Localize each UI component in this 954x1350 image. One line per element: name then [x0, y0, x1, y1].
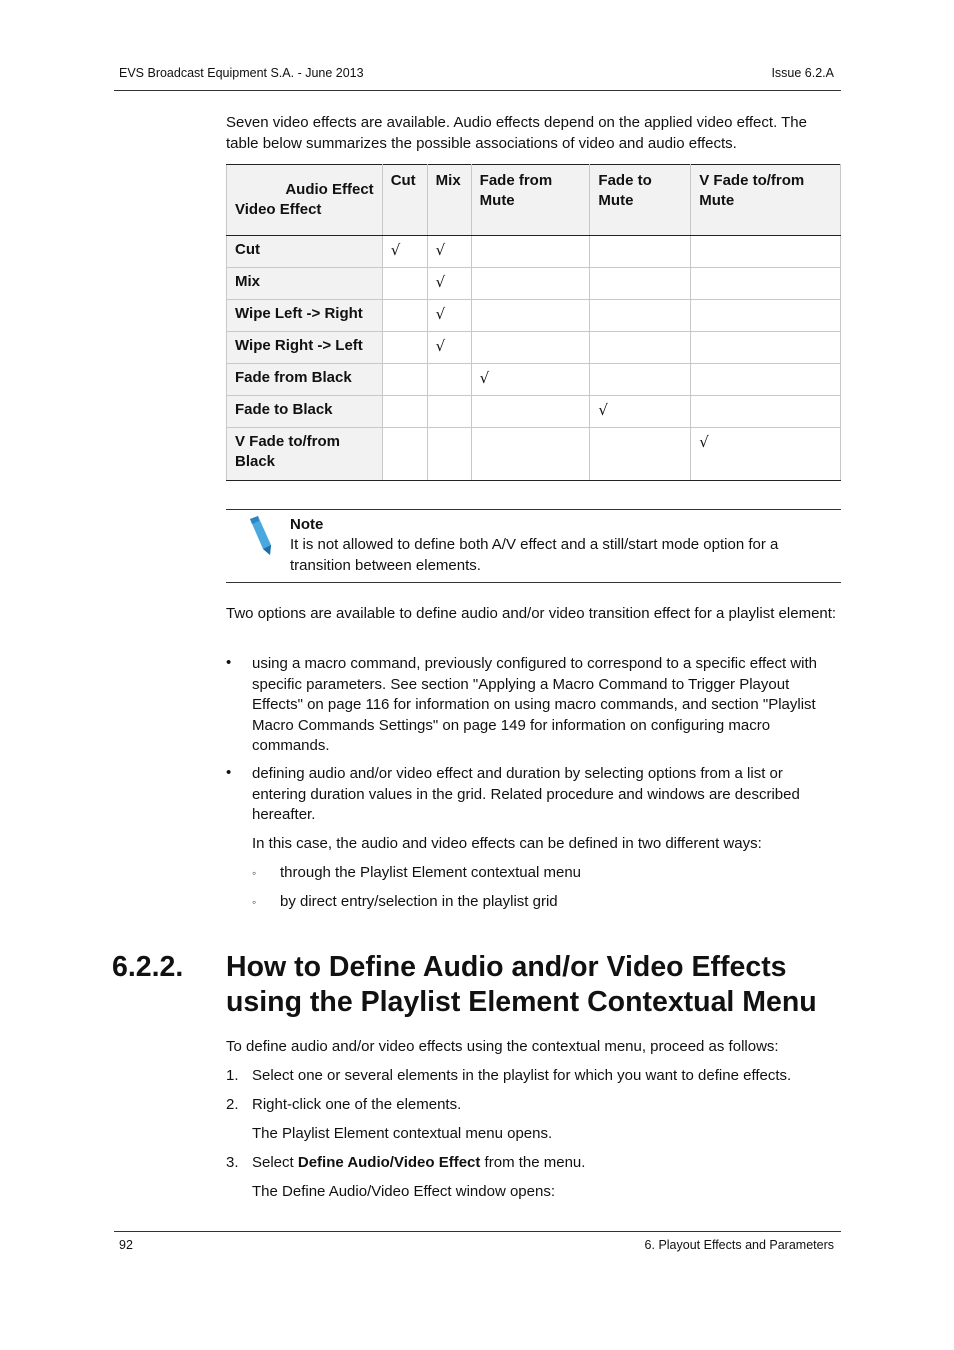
row-label: Cut	[227, 236, 383, 268]
row-label: Wipe Left -> Right	[227, 300, 383, 332]
sub-bullet-marker: ◦	[252, 866, 257, 880]
step-number: 2.	[226, 1096, 239, 1113]
step-text: Select one or several elements in the playlist for which you want to define effects.	[252, 1067, 792, 1084]
section-title-line2: using the Playlist Element Contextual Menu	[226, 986, 817, 1018]
table-row	[227, 428, 841, 481]
intro-paragraph: Seven video effects are available. Audio effects depend on the applied video effect. The table below summarizes the possible associations of video and audio effects.	[226, 114, 807, 152]
table-cell	[471, 236, 590, 268]
row-label: Wipe Right -> Left	[227, 332, 383, 364]
note-box	[226, 509, 841, 583]
col-header: Fade from Mute	[471, 165, 590, 236]
step-result: The Playlist Element contextual menu opens.	[252, 1125, 553, 1142]
table-cell: √	[691, 428, 841, 481]
section-number: 6.2.2.	[112, 951, 184, 983]
bullet-marker: •	[226, 654, 232, 671]
table-row	[227, 364, 841, 396]
step-text-post: from the menu.	[480, 1154, 586, 1171]
options-intro: Two options are available to define audio and/or video transition effect for a playlist element:	[226, 605, 837, 622]
col-header: Cut	[382, 165, 427, 236]
table-cell	[427, 428, 471, 481]
corner-header	[227, 165, 383, 236]
step-number: 1.	[226, 1067, 239, 1084]
table-cell	[382, 396, 427, 428]
section-intro: To define audio and/or video effects using the contextual menu, proceed as follows:	[226, 1038, 779, 1055]
header-rule	[114, 90, 841, 91]
col-header: Fade to Mute	[590, 165, 691, 236]
table-cell	[471, 332, 590, 364]
table-cell	[691, 236, 841, 268]
section-title	[226, 950, 866, 1020]
step-text	[252, 1154, 585, 1171]
table-cell	[590, 428, 691, 481]
pencil-icon	[244, 515, 274, 557]
table-cell	[471, 396, 590, 428]
header-left: EVS Broadcast Equipment S.A. - June 2013	[119, 66, 364, 80]
sub-bullet-item: through the Playlist Element contextual menu	[280, 864, 582, 881]
table-cell	[691, 364, 841, 396]
table-header-row	[227, 165, 841, 236]
row-label: Fade from Black	[227, 364, 383, 396]
table-cell	[590, 268, 691, 300]
table-cell	[382, 428, 427, 481]
table-cell	[691, 268, 841, 300]
table-cell	[590, 364, 691, 396]
bullet-follow-text: In this case, the audio and video effects can be defined in two different ways:	[252, 835, 762, 852]
table-row	[227, 300, 841, 332]
sub-bullet-item: by direct entry/selection in the playlist grid	[280, 893, 558, 910]
table-cell	[382, 268, 427, 300]
table-cell	[382, 300, 427, 332]
menu-command-name: Define Audio/Video Effect	[297, 1154, 481, 1171]
table-cell	[471, 268, 590, 300]
col-header: V Fade to/from Mute	[691, 165, 841, 236]
table-cell	[590, 236, 691, 268]
table-cell	[691, 300, 841, 332]
table-cell: √	[427, 332, 471, 364]
table-cell	[691, 332, 841, 364]
corner-video-label: Video Effect	[235, 201, 322, 218]
table-cell	[427, 396, 471, 428]
table-cell	[382, 364, 427, 396]
sub-bullet-marker: ◦	[252, 895, 257, 909]
step-text-pre: Select	[252, 1154, 298, 1171]
table-cell: √	[471, 364, 590, 396]
table-row	[227, 268, 841, 300]
header-right: Issue 6.2.A	[771, 66, 834, 80]
table-row	[227, 236, 841, 268]
row-label: Fade to Black	[227, 396, 383, 428]
bullet-marker: •	[226, 764, 232, 781]
table-cell	[427, 364, 471, 396]
note-title: Note	[290, 516, 324, 533]
table-row	[227, 332, 841, 364]
table-cell	[382, 332, 427, 364]
row-label: Mix	[227, 268, 383, 300]
col-header: Mix	[427, 165, 471, 236]
footer-rule	[114, 1231, 841, 1232]
step-number: 3.	[226, 1154, 239, 1171]
page-number: 92	[119, 1238, 133, 1252]
table-cell: √	[590, 396, 691, 428]
table-cell: √	[427, 268, 471, 300]
bullet-item: defining audio and/or video effect and duration by selecting options from a list or entering duration values in the grid. Related procedure and windows are described hereafter.	[252, 765, 800, 823]
effects-table	[226, 164, 841, 481]
table-cell: √	[382, 236, 427, 268]
table-row	[227, 396, 841, 428]
table-cell: √	[427, 300, 471, 332]
footer-chapter: 6. Playout Effects and Parameters	[644, 1238, 834, 1252]
table-cell: √	[427, 236, 471, 268]
row-label: V Fade to/from Black	[227, 428, 383, 481]
table-cell	[590, 332, 691, 364]
bullet-item: using a macro command, previously configured to correspond to a specific effect with specific parameters. See section "Applying a Macro Command to Trigger Playout Effects" on page 116 for information on using macro commands, and section "Playlist Macro Commands Settings" on page 149 for information on configuring macro commands.	[252, 655, 818, 754]
note-text: It is not allowed to define both A/V effect and a still/start mode option for a transition between elements.	[290, 536, 779, 574]
table-cell	[691, 396, 841, 428]
table-cell	[590, 300, 691, 332]
section-title-line1: How to Define Audio and/or Video Effects	[226, 951, 787, 983]
corner-audio-label: Audio Effect	[285, 181, 374, 198]
table-cell	[471, 428, 590, 481]
step-result: The Define Audio/Video Effect window opens:	[252, 1183, 555, 1200]
table-cell	[471, 300, 590, 332]
step-text: Right-click one of the elements.	[252, 1096, 462, 1113]
